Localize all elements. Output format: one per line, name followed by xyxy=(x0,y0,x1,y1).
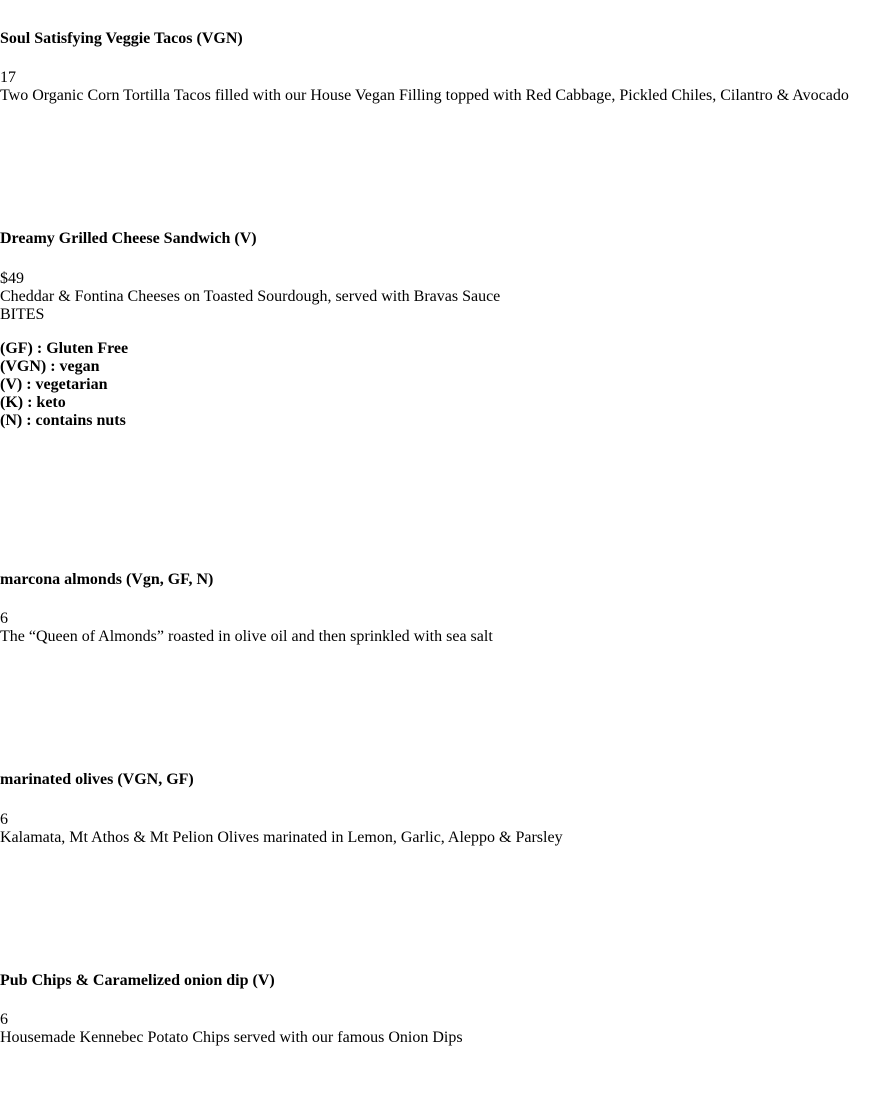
menu-item-name: marcona almonds (Vgn, GF, N) xyxy=(0,571,214,588)
menu-item-price: 6 xyxy=(0,610,8,627)
menu-item-price: 17 xyxy=(0,69,16,86)
menu-item-name: marinated olives (VGN, GF) xyxy=(0,771,194,788)
menu-item-name: Pub Chips & Caramelized onion dip (V) xyxy=(0,972,275,989)
legend-item: (V) : vegetarian xyxy=(0,376,108,393)
menu-item-price: $49 xyxy=(0,270,24,287)
legend-item: (GF) : Gluten Free xyxy=(0,340,129,357)
legend-item: (N) : contains nuts xyxy=(0,412,126,429)
menu-item-description: Kalamata, Mt Athos & Mt Pelion Olives marinated in Lemon, Garlic, Aleppo & Parsley xyxy=(0,829,563,846)
menu-item-description: Two Organic Corn Tortilla Tacos filled with our House Vegan Filling topped with Red Cabbage, Pickled Chiles, Cilantro & Avocado xyxy=(0,87,849,104)
menu-item-description: Cheddar & Fontina Cheeses on Toasted Sourdough, served with Bravas Sauce xyxy=(0,288,501,305)
menu-item-description: The “Queen of Almonds” roasted in olive oil and then sprinkled with sea salt xyxy=(0,628,493,645)
dietary-legend xyxy=(0,340,128,430)
legend-item: (VGN) : vegan xyxy=(0,358,100,375)
menu-item-description: Housemade Kennebec Potato Chips served with our famous Onion Dips xyxy=(0,1029,463,1046)
menu-item-price: 6 xyxy=(0,811,8,828)
menu-item-name: Soul Satisfying Veggie Tacos (VGN) xyxy=(0,30,243,47)
section-title: BITES xyxy=(0,306,45,323)
legend-item: (K) : keto xyxy=(0,394,66,411)
menu-item-price: 6 xyxy=(0,1011,8,1028)
menu-item-name: Dreamy Grilled Cheese Sandwich (V) xyxy=(0,230,257,247)
